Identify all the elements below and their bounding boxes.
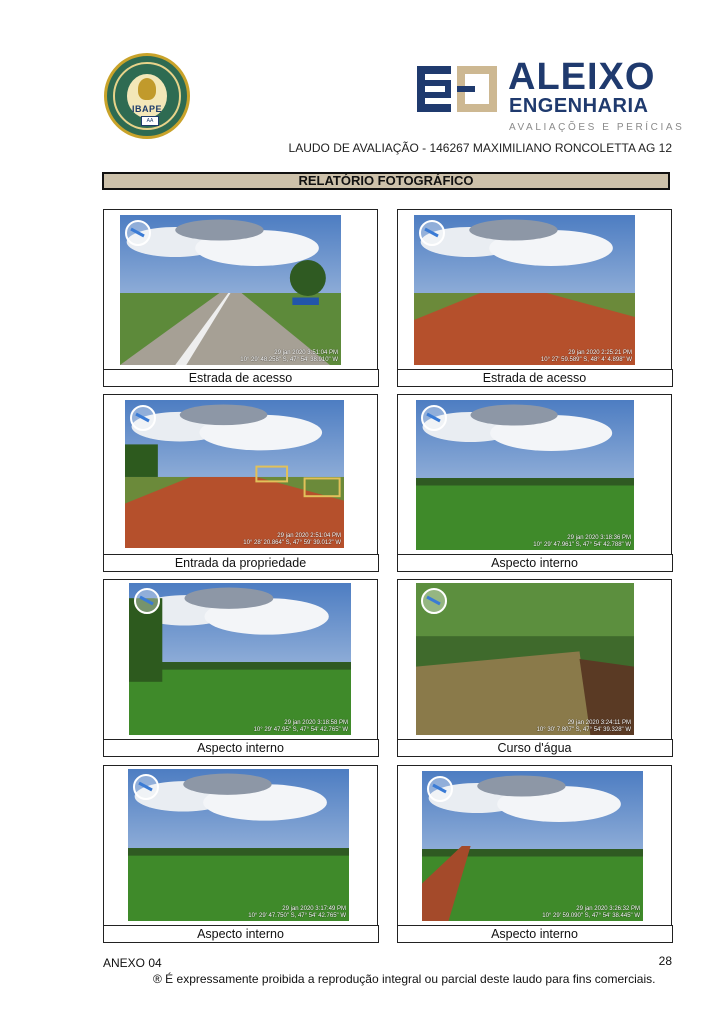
section-title: RELATÓRIO FOTOGRÁFICO [102, 172, 670, 190]
photo-date: 29 jan 2020 3:18:36 PM [567, 535, 631, 541]
photo-coordinates: 10° 30' 7.807" S, 47° 54' 39.328" W [536, 726, 631, 733]
photo-card [397, 394, 672, 571]
photo-caption: Entrada da propriedade [103, 554, 379, 572]
photo-caption: Estrada de acesso [103, 369, 379, 387]
photo-timestamp [243, 533, 341, 546]
photo-caption: Aspecto interno [103, 925, 379, 943]
photo-timestamp [537, 720, 631, 733]
photo-date: 29 jan 2020 3:51:04 PM [274, 350, 338, 356]
photo-date: 29 jan 2020 3:24:11 PM [567, 720, 631, 726]
compass-icon [426, 775, 454, 803]
photo-timestamp [240, 350, 338, 363]
photo-date: 29 jan 2020 3:17:49 PM [282, 906, 346, 912]
photo-coordinates: 10° 29' 48.258" S, 47° 54' 38.910" W [240, 356, 338, 363]
photo-card [397, 765, 672, 942]
photo-timestamp [248, 906, 346, 919]
site-photo [416, 400, 634, 550]
photo-timestamp [541, 350, 632, 363]
compass-icon [133, 587, 161, 615]
compass-icon [124, 219, 152, 247]
photo-timestamp [542, 906, 640, 919]
compass-icon [420, 587, 448, 615]
photo-coordinates: 10° 29' 47.750" S, 47° 54' 42.765" W [248, 912, 346, 919]
brand-subtitle: ENGENHARIA [509, 95, 649, 117]
photo-card [103, 394, 378, 571]
photo-caption: Curso d'água [397, 739, 673, 757]
compass-icon [132, 773, 160, 801]
photo-coordinates: 10° 27' 59.589" S, 48° 4' 4.898" W [540, 356, 632, 363]
photo-coordinates: 10° 29' 47.95" S, 47° 54' 42.765" W [253, 726, 348, 733]
photo-coordinates: 10° 29' 47.961" S, 47° 54' 42.788" W [533, 541, 631, 548]
photo-card [397, 209, 672, 386]
site-photo [129, 583, 351, 735]
site-photo [128, 769, 349, 921]
photo-coordinates: 10° 28' 20.864" S, 47° 59' 39.012" W [243, 539, 341, 546]
photo-timestamp [254, 720, 348, 733]
brand-tagline: AVALIAÇÕES E PERÍCIAS [509, 122, 685, 133]
photo-date: 29 jan 2020 2:25:21 PM [568, 350, 632, 356]
site-photo [416, 583, 634, 735]
photo-card [103, 579, 378, 756]
site-photo [422, 771, 643, 921]
compass-icon [129, 404, 157, 432]
brand-name: ALEIXO [508, 56, 656, 98]
photo-caption: Estrada de acesso [397, 369, 673, 387]
photo-coordinates: 10° 29' 59.090" S, 47° 54' 38.445" W [542, 912, 640, 919]
photo-caption: Aspecto interno [397, 925, 673, 943]
seal-label: IBAPE [131, 104, 162, 114]
photo-card [103, 209, 378, 386]
aleixo-logo-mark [417, 66, 497, 112]
photo-date: 29 jan 2020 3:26:32 PM [576, 906, 640, 912]
photo-timestamp [533, 535, 631, 548]
photo-card [397, 579, 672, 756]
site-photo [414, 215, 635, 365]
report-reference: LAUDO DE AVALIAÇÃO - 146267 MAXIMILIANO RONCOLETTA AG 12 [288, 141, 672, 155]
seal-sub-label: AA [141, 116, 159, 126]
photo-date: 29 jan 2020 2:51:04 PM [277, 533, 341, 539]
site-photo [120, 215, 341, 365]
ibape-seal-logo [104, 53, 190, 139]
photo-card [103, 765, 378, 942]
photo-caption: Aspecto interno [397, 554, 673, 572]
compass-icon [420, 404, 448, 432]
copyright-disclaimer: ® É expressamente proibida a reprodução integral ou parcial deste laudo para fins comerciais. [153, 972, 656, 986]
compass-icon [418, 219, 446, 247]
site-photo [125, 400, 344, 548]
annex-label: ANEXO 04 [103, 956, 162, 970]
page-number: 28 [658, 954, 672, 968]
photo-caption: Aspecto interno [103, 739, 379, 757]
photo-date: 29 jan 2020 3:18:58 PM [284, 720, 348, 726]
